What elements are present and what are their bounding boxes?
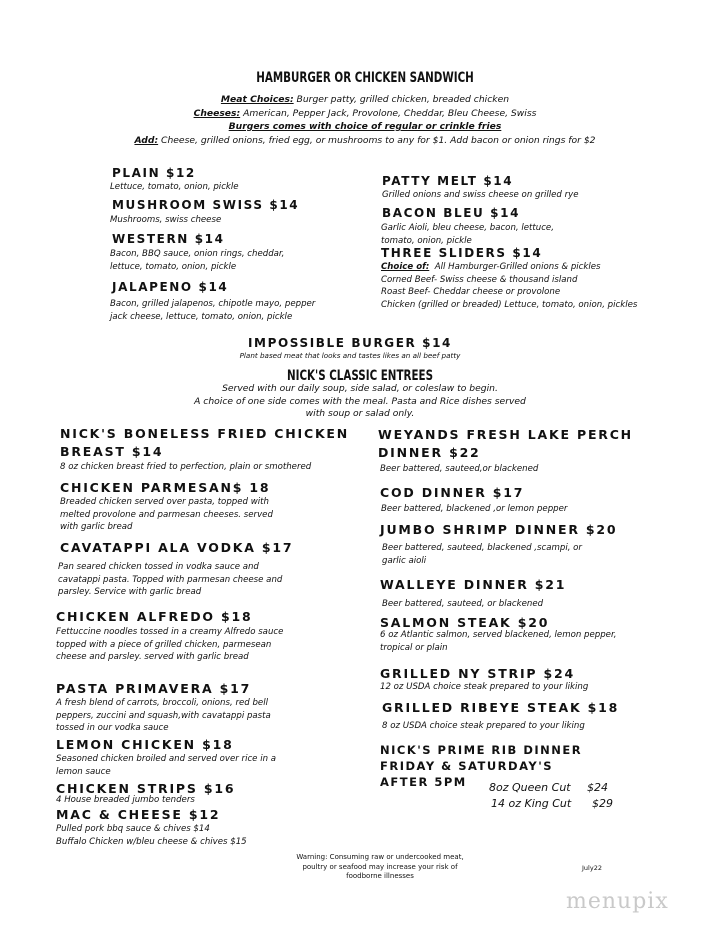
menu-item-desc	[56, 823, 316, 848]
burgers-fries-note: Burgers comes with choice of regular or crinkle fries	[228, 121, 502, 132]
slider-option: Corned Beef- Swiss cheese & thousand island	[381, 274, 578, 285]
menu-item-desc: 6 oz Atlantic salmon, served blackened, lemon pepper, tropical or plain	[380, 630, 617, 653]
menu-item-desc: Beer battered, sauteed, or blackened	[382, 599, 544, 609]
menu-item-name: WEYANDS FRESH LAKE PERCH DINNER $22	[378, 427, 633, 460]
entrees-intro	[130, 383, 590, 421]
meat-choices-line	[90, 93, 640, 107]
cheeses-line	[90, 107, 640, 121]
slider-option: Roast Beef- Cheddar cheese or provolone	[381, 287, 561, 297]
menu-item-desc: 4 House breaded jumbo tenders	[56, 795, 195, 805]
mac-option: Pulled pork bbq sauce & chives $14	[56, 824, 210, 834]
entrees-intro-line: with soup or salad only.	[305, 408, 415, 419]
mac-option: Buffalo Chicken w/bleu cheese & chives $15	[56, 836, 247, 847]
king-cut-price: $29	[592, 797, 613, 810]
menu-item-name: SALMON STEAK $20	[380, 615, 550, 630]
menu-item-name: PASTA PRIMAVERA $17	[56, 681, 252, 696]
menu-item-name: CAVATAPPI ALA VODKA $17	[60, 540, 294, 555]
menu-item-desc: Beer battered, sauteed,or blackened	[380, 464, 539, 474]
menu-item-name: CHICKEN ALFREDO $18	[56, 609, 253, 624]
menu-item-name: MUSHROOM SWISS $14	[112, 198, 300, 212]
menu-item-desc: Fettuccine noodles tossed in a creamy Alfredo sauce topped with a piece of grilled chicken, parmesean cheese and parsley. served with garlic bread	[56, 627, 284, 662]
warning-line: Warning: Consuming raw or undercooked meat,	[296, 853, 464, 861]
menu-item-name: WALLEYE DINNER $21	[380, 577, 567, 592]
food-warning	[270, 853, 490, 882]
menu-item-desc: 8 oz chicken breast fried to perfection, plain or smothered	[60, 462, 312, 472]
add-text: Cheese, grilled onions, fried egg, or mushrooms to any for $1. Add bacon or onion rings for $2	[158, 134, 596, 146]
add-label: Add:	[134, 134, 159, 146]
menu-item-desc: Bacon, BBQ sauce, onion rings, cheddar, lettuce, tomato, onion, pickle	[110, 249, 285, 272]
prime-rib-days: FRIDAY & SATURDAY'S	[380, 759, 554, 773]
add-line	[90, 134, 640, 148]
menu-item-name: BACON BLEU $14	[382, 206, 521, 220]
menu-item-name: CHICKEN STRIPS $16	[56, 781, 236, 796]
menu-item-desc: Breaded chicken served over pasta, topped with melted provolone and parmesan cheeses. served with garlic bread	[60, 497, 273, 532]
cheeses-label: Cheeses:	[193, 107, 241, 119]
menu-item-name: COD DINNER $17	[380, 485, 525, 500]
menu-item-name: PLAIN $12	[112, 166, 196, 180]
menu-item-name: LEMON CHICKEN $18	[56, 737, 234, 752]
prime-rib-time: AFTER 5PM	[380, 775, 467, 789]
menu-item-desc: Bacon, grilled jalapenos, chipotle mayo, pepper jack cheese, lettuce, tomato, onion, pickle	[110, 299, 316, 322]
menu-item-desc: 12 oz USDA choice steak prepared to your liking	[380, 682, 589, 692]
menu-item-desc: Garlic Aioli, bleu cheese, bacon, lettuce, tomato, onion, pickle	[381, 223, 554, 246]
menu-item-name: GRILLED RIBEYE STEAK $18	[382, 700, 620, 715]
sliders-desc	[381, 261, 701, 311]
menu-date: July22	[582, 864, 602, 872]
queen-cut-name: 8oz Queen Cut	[489, 781, 571, 794]
menu-item-name: GRILLED NY STRIP $24	[380, 666, 576, 681]
menu-item-name: JUMBO SHRIMP DINNER $20	[380, 522, 618, 537]
slider-option: Chicken (grilled or breaded) Lettuce, tomato, onion, pickles	[381, 299, 638, 310]
king-cut-name: 14 oz King Cut	[491, 797, 572, 810]
menu-item-desc: Pan seared chicken tossed in vodka sauce and cavatappi pasta. Topped with parmesan cheese and parsley. Service with garlic bread	[58, 562, 283, 597]
slider-option: All Hamburger-Grilled onions & pickles	[429, 262, 601, 272]
menu-item-desc: Beer battered, blackened ,or lemon pepper	[381, 504, 568, 514]
entrees-intro-line: A choice of one side comes with the meal. Pasta and Rice dishes served	[194, 395, 526, 407]
menu-item-name: PATTY MELT $14	[382, 174, 514, 188]
cheeses-text: American, Pepper Jack, Provolone, Cheddar, Bleu Cheese, Swiss	[240, 107, 537, 119]
warning-line: foodborne illnesses	[346, 872, 414, 880]
menupix-watermark: menupix	[566, 889, 669, 914]
menu-item-desc: Plant based meat that looks and tastes likes an all beef patty	[239, 351, 461, 360]
menu-item-desc: A fresh blend of carrots, broccoli, onions, red bell peppers, zuccini and squash,with cavatappi pasta tossed in our vodka sauce	[56, 698, 271, 733]
queen-cut-price: $24	[587, 781, 608, 794]
menu-item-desc: Mushrooms, swiss cheese	[110, 215, 222, 225]
menu-item-desc: Beer battered, sauteed, blackened ,scampi, or garlic aioli	[382, 543, 582, 566]
entrees-section-title: NICK'S CLASSIC ENTREES	[286, 368, 434, 384]
menu-item-name: IMPOSSIBLE BURGER $14	[247, 336, 453, 350]
menu-item-name: MAC & CHEESE $12	[56, 807, 221, 822]
menu-item-name: NICK'S BONELESS FRIED CHICKEN BREAST $14	[60, 426, 350, 459]
prime-rib-title: NICK'S PRIME RIB DINNER	[380, 743, 583, 757]
menu-item-name: WESTERN $14	[112, 232, 225, 246]
choice-of-label: Choice of:	[381, 262, 430, 272]
menu-item-name: JALAPENO $14	[112, 280, 229, 294]
menu-item-desc: Seasoned chicken broiled and served over rice in a lemon sauce	[56, 754, 277, 777]
meat-choices-label: Meat Choices:	[220, 94, 294, 105]
menu-item-name: THREE SLIDERS $14	[381, 246, 543, 260]
menu-item-desc: 8 oz USDA choice steak prepared to your liking	[382, 721, 585, 731]
warning-line: poultry or seafood may increase your risk of	[302, 862, 458, 871]
sandwich-intro	[90, 93, 640, 147]
menu-item-name: CHICKEN PARMESAN$ 18	[60, 480, 271, 495]
entrees-intro-line: Served with our daily soup, side salad, or coleslaw to begin.	[222, 383, 498, 394]
sandwich-section-title: HAMBURGER OR CHICKEN SANDWICH	[256, 70, 474, 86]
meat-choices-text: Burger patty, grilled chicken, breaded chicken	[293, 94, 510, 105]
menu-item-desc: Lettuce, tomato, onion, pickle	[110, 182, 239, 192]
menu-item-desc: Grilled onions and swiss cheese on grilled rye	[382, 190, 579, 200]
